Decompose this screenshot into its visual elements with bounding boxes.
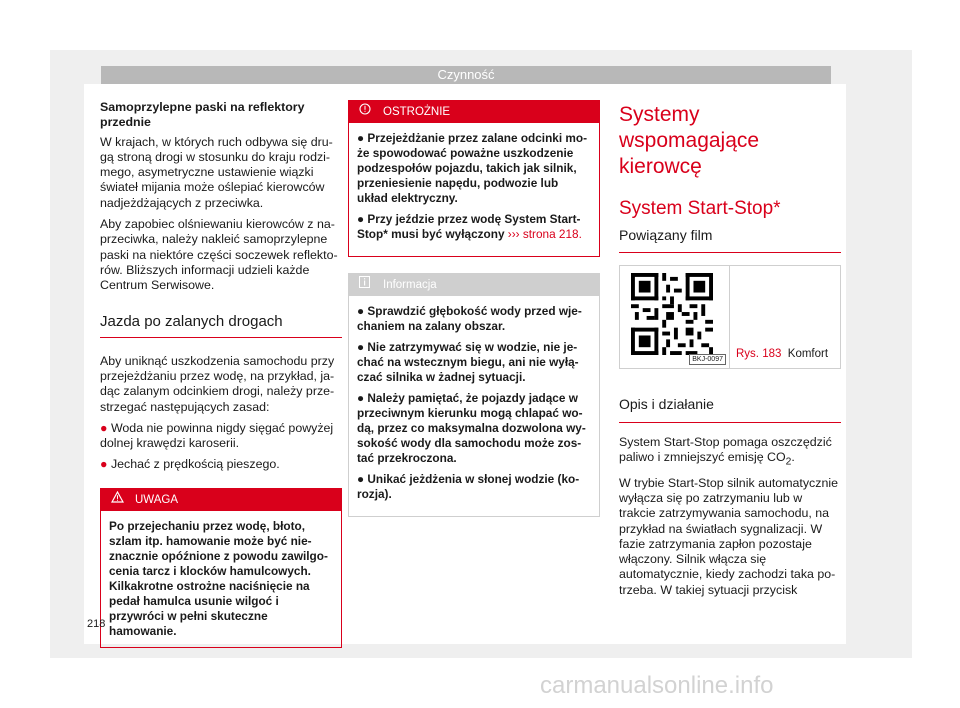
figure-caption — [736, 347, 828, 362]
warning-label: UWAGA — [135, 493, 179, 506]
paragraph: Aby uniknąć uszkodzenia samochodu przy przejeżdżaniu przez wodę, na przykład, jadąc zalanym odcinkiem drogi, należy przestrzegać następujących zasad: — [100, 353, 335, 414]
chapter-title: Systemy wspomagające kierowcę — [619, 103, 760, 178]
manual-page — [84, 84, 846, 644]
paragraph — [619, 435, 841, 470]
related-video-heading: Powiązany film — [619, 228, 841, 253]
warning-box-header — [101, 489, 341, 511]
page-number: 218 — [87, 618, 106, 630]
column-middle — [348, 84, 600, 517]
warning-triangle-icon — [111, 489, 125, 511]
paragraph: Aby zapobiec olśniewaniu kierowców z naprzeciwka, należy nakleić samoprzylepne paski na niektóre części soczewek reflektorów. Bliższych informacji udzieli każde Centrum Serwisowe. — [100, 217, 338, 293]
figure-label: Komfort — [787, 348, 829, 360]
list-item-text: Unikać jeżdżenia w słonej wodzie (korozja). — [357, 472, 580, 501]
paragraph-text: System Start-Stop pomaga oszczędzić paliwo i zmniejszyć emisję CO — [619, 434, 832, 464]
qr-code-icon — [631, 273, 713, 355]
column-right — [619, 84, 841, 604]
paragraph: W trybie Start-Stop silnik automatycznie wyłącza się po zatrzymaniu lub w trakcie zatrzymywania samochodu, na przykład na światłach sygnalizacji. W fazie zatrzymania zapłon pozostaje włączony. Silnik włącza się automatycznie, kiedy zachodzi taka potrzeba. W takiej sytuacji przycisk — [619, 475, 838, 597]
video-code: BKJ-0097 — [689, 354, 726, 365]
bullet-icon: ● — [100, 456, 108, 471]
bullet-icon: ● — [100, 421, 108, 436]
caution-label: OSTROŻNIE — [383, 106, 451, 118]
exclamation-circle-icon — [359, 101, 373, 123]
list-item-text: Nie zatrzymywać się w wodzie, nie jechać na wstecznym biegu, ani nie wyłączać silnika w żadnej sytuacji. — [357, 340, 579, 384]
paragraph: W krajach, w których ruch odbywa się drugą stroną drogi w stosunku do kraju rodzimego, asymetryczne ustawienie wiązki świateł mijania może oślepiać kierowców nadjeżdżających z przeciwka. — [100, 134, 333, 210]
section-title: System Start-Stop* — [619, 198, 781, 219]
list-item — [100, 421, 342, 452]
list-item: ● Należy pamiętać, że pojazdy jadące w przeciwnym kierunku mogą chlapać wodą, przez co maksymalna dozwolona wysokość wody dla samochodu może zostać przekroczona. — [357, 391, 586, 465]
caution-box-header — [349, 101, 599, 123]
info-box — [348, 273, 600, 517]
chapter-header: Czynność — [101, 66, 831, 84]
subscript: 2 — [785, 456, 792, 468]
list-item-text: Przejeżdżanie przez zalane odcinki może spowodować poważne uszkodzenie podzespołów pojazdu, takich jak silnik, przeniesienie napędu, podwozie lub układ elektryczny. — [357, 131, 588, 205]
flooded-roads-heading: Jazda po zalanych drogach — [100, 314, 342, 338]
list-item-text: Woda nie powinna nigdy sięgać powyżej dolnej krawędzi karoserii. — [100, 421, 334, 451]
list-item: ● Nie zatrzymywać się w wodzie, nie jechać na wstecznym biegu, ani nie wyłączać silnika w żadnej sytuacji. — [357, 340, 579, 384]
info-box-header — [349, 274, 599, 296]
video-figure — [619, 265, 841, 369]
info-icon — [359, 274, 373, 296]
page-reference-link[interactable]: ››› strona 218. — [507, 227, 582, 241]
list-item-text: Jechać z prędkością pieszego. — [110, 456, 280, 471]
warning-box — [100, 488, 342, 648]
info-label: Informacja — [383, 279, 437, 291]
list-item-text: Przy jeździe przez wodę System Start-Stop* musi być wyłączony — [357, 212, 581, 241]
paragraph-end: . — [791, 449, 795, 464]
watermark-text: carmanualsonline.info — [540, 672, 774, 699]
list-item: ● Unikać jeżdżenia w słonej wodzie (korozja). — [357, 472, 580, 501]
caution-body — [349, 123, 599, 256]
figure-number: Rys. 183 — [736, 348, 782, 360]
warning-text: Po przejechaniu przez wodę, błoto, szlam itp. hamowanie może być nieznacznie opóźnione z powodu zawilgocenia tarcz i klocków hamulcowych. Kilkakrotne ostrożne naciśnięcie na pedał hamulca usunie wilgoć i przywróci w pełni skuteczne hamowanie. — [109, 518, 328, 638]
list-item: ● Przejeżdżanie przez zalane odcinki może spowodować poważne uszkodzenie podzespołów pojazdu, takich jak silnik, przeniesienie napędu, podwozie lub układ elektryczny. — [357, 131, 588, 205]
list-item: ● Sprawdzić głębokość wody przed wjechaniem na zalany obszar. — [357, 304, 582, 333]
column-left — [100, 84, 342, 648]
list-item-text: Sprawdzić głębokość wody przed wjechaniem na zalany obszar. — [357, 304, 582, 333]
list-item-text: Należy pamiętać, że pojazdy jadące w przeciwnym kierunku mogą chlapać wodą, przez co maksymalna dozwolona wysokość wody dla samochodu może zostać przekroczona. — [357, 391, 586, 465]
list-item: ● Przy jeździe przez wodę System Start-Stop* musi być wyłączony ››› strona 218. — [357, 212, 582, 241]
headlight-strips-heading: Samoprzylepne paski na reflektory przednie — [100, 100, 305, 130]
description-heading: Opis i działanie — [619, 397, 841, 422]
caution-box — [348, 100, 600, 257]
info-body — [349, 296, 599, 516]
list-item — [100, 457, 342, 472]
qr-code-link[interactable] — [620, 266, 730, 368]
